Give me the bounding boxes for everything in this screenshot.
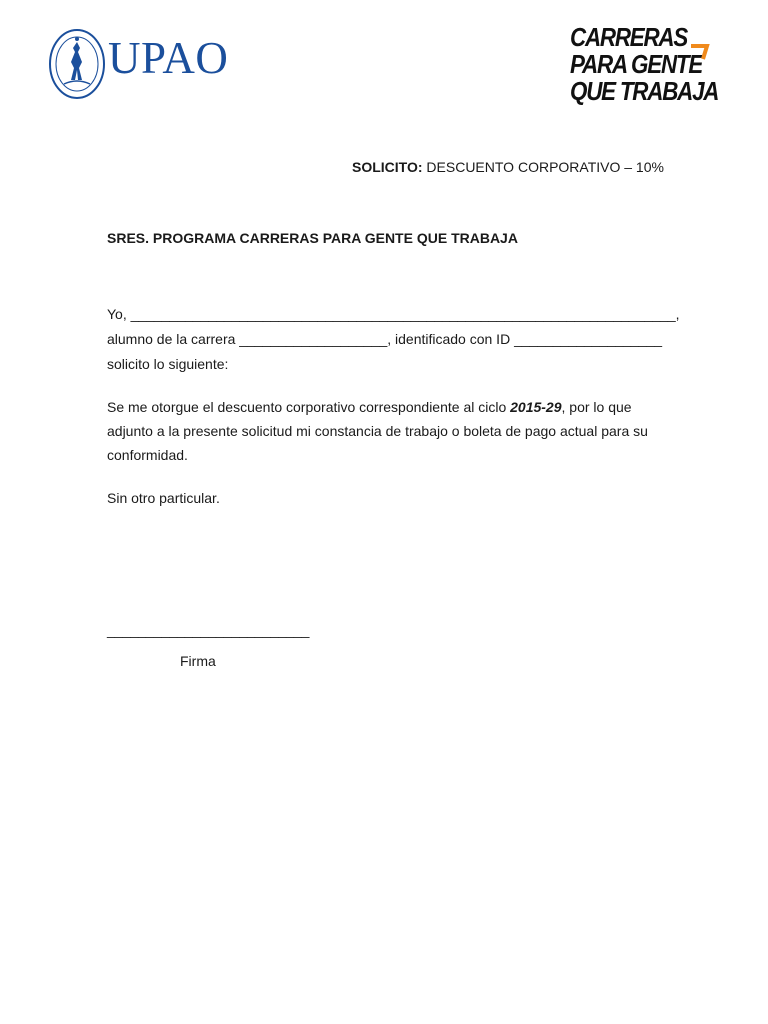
- recipient-heading: SRES. PROGRAMA CARRERAS PARA GENTE QUE TRABAJA: [107, 230, 518, 246]
- cycle-value: 2015-29: [510, 399, 562, 415]
- cpgt-logo: [570, 24, 720, 108]
- signature-line: __________________________: [107, 622, 310, 638]
- orange-arrow-icon: [689, 43, 711, 61]
- body-text: , por lo que: [561, 399, 632, 415]
- signature-label: Firma: [180, 653, 216, 669]
- request-intro: solicito lo siguiente:: [107, 356, 229, 372]
- cpgt-logo-line: PARA GENTE: [570, 49, 703, 79]
- upao-logo: [48, 28, 238, 104]
- cpgt-logo-line: QUE TRABAJA: [570, 76, 719, 106]
- body-text: Se me otorgue el descuento corporativo correspondiente al ciclo: [107, 399, 511, 415]
- upao-seal-icon: [48, 28, 108, 100]
- subject-label: SOLICITO:: [352, 159, 423, 175]
- name-fill-line: Yo, ______________________________________________________________________,: [107, 306, 680, 322]
- closing-text: Sin otro particular.: [107, 490, 220, 506]
- upao-wordmark: UPAO: [108, 33, 229, 83]
- subject-line: [352, 158, 664, 176]
- body-line: [107, 398, 632, 416]
- career-id-fill-line: alumno de la carrera ___________________, identificado con ID ___________________: [107, 331, 663, 347]
- body-line: conformidad.: [107, 447, 188, 463]
- subject-value: DESCUENTO CORPORATIVO – 10%: [422, 159, 664, 175]
- body-line: adjunto a la presente solicitud mi constancia de trabajo o boleta de pago actual para su: [107, 423, 648, 439]
- cpgt-logo-line: CARRERAS: [570, 22, 688, 52]
